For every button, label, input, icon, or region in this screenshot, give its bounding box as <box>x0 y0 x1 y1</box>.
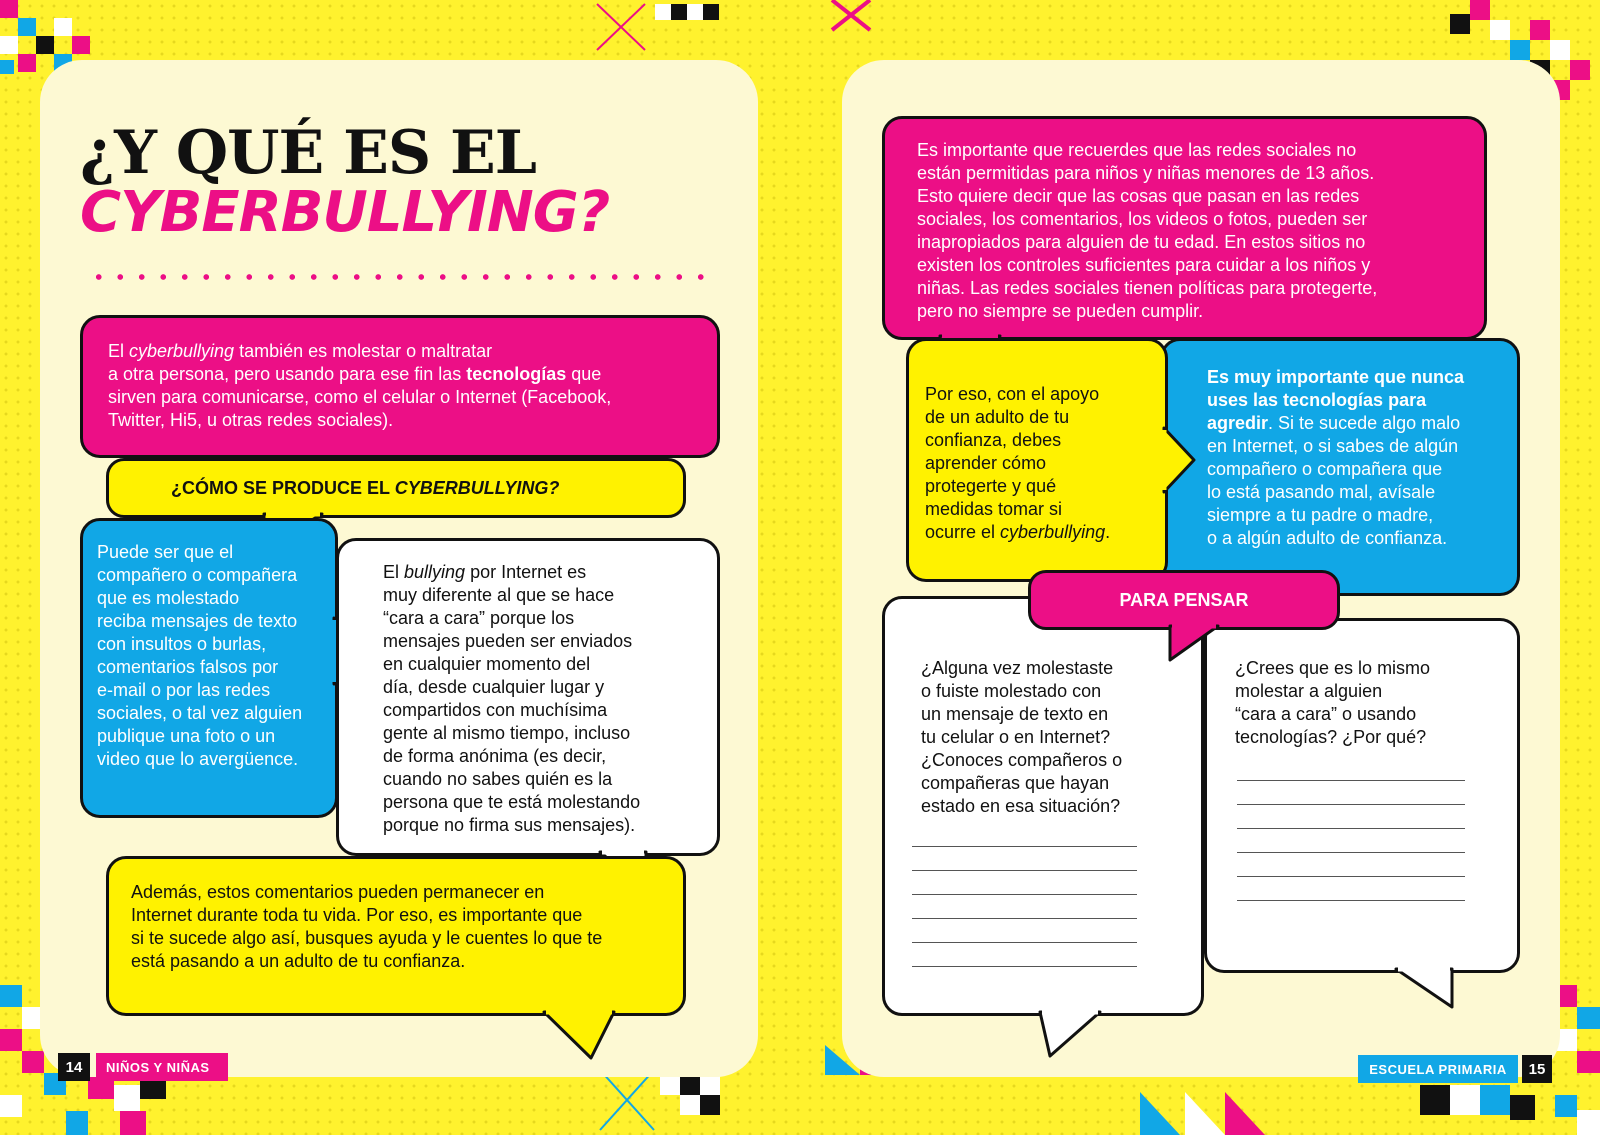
think-label: PARA PENSAR <box>1119 589 1249 610</box>
cross-icon <box>598 1068 658 1135</box>
page-number-left: 14 <box>58 1053 90 1081</box>
bullying-text: El bullying por Internet es muy diferente al que se hace “cara a cara” porque los mensajes pueden ser enviados en cualquier momento del día, desde cualquier lugar y compartidos con muchísima gente al mismo tiempo, incluso de forma anónima (es decir, cuando no sabes quién es la persona que te está molestando porque no firma sus mensajes). <box>383 562 641 835</box>
definition-bubble <box>80 315 720 458</box>
cross-icon <box>830 0 890 34</box>
pixel-strip-bottom <box>660 1075 740 1135</box>
networks-bubble <box>882 116 1487 340</box>
answer-line[interactable] <box>1237 804 1465 805</box>
bullying-bubble <box>336 538 720 856</box>
page-number-right: 15 <box>1522 1055 1552 1083</box>
dotted-divider <box>88 272 713 282</box>
question1-bubble <box>882 596 1204 1016</box>
support-tail <box>1164 428 1204 498</box>
important-text: Es muy importante que nunca uses las tecnologías para agredir. Si te sucede algo malo en Internet, o si sabes de algún compañero o compañera que lo está pasando mal, avísale siempre a tu padre o madre, o a algún adulto de confianza. <box>1207 367 1465 548</box>
title-line-1: ¿Y QUÉ ES EL <box>80 118 536 188</box>
subheading-text: ¿CÓMO SE PRODUCE EL CYBERBULLYING? <box>171 477 560 498</box>
think-label-bubble <box>1028 570 1340 630</box>
definition-text: El cyberbullying también es molestar o maltratar a otra persona, pero usando para ese fin las tecnologías que sirven para comunicarse, como el celular o Internet (Facebook, Twitter, Hi5, u otras redes sociales). <box>108 341 612 430</box>
important-bubble <box>1160 338 1520 596</box>
question2-tail <box>1396 969 1466 1019</box>
networks-text: Es importante que recuerdes que las redes sociales no están permitidas para niños y niñas menores de 13 años. Esto quiere decir que las cosas que pasan en las redes sociales, los comentarios, los videos o fotos, pueden ser inapropiados para alguien de tu edad. En estos sitios no existen los controles suficientes para cuidar a los niños y niñas. Las redes sociales tienen políticas para protegerte, pero no siempre se pueden cumplir. <box>917 140 1378 321</box>
question1-text: ¿Alguna vez molestaste o fuiste molestado con un mensaje de texto en tu celular o en Internet? ¿Conoces compañeros o compañeras que hayan estado en esa situación? <box>921 658 1123 816</box>
answer-line[interactable] <box>912 942 1137 943</box>
permanence-text: Además, estos comentarios pueden permanecer en Internet durante toda tu vida. Por eso, es importante que si te sucede algo así, busques ayuda y le cuentes lo que te está pasando a un adulto de tu confianza. <box>131 882 603 971</box>
messages-bubble <box>80 518 338 818</box>
question2-bubble <box>1204 618 1520 973</box>
think-label-tail <box>1170 626 1230 666</box>
footer-label-left: NIÑOS Y NIÑAS <box>96 1053 228 1081</box>
cross-icon <box>595 2 655 52</box>
answer-line[interactable] <box>912 894 1137 895</box>
title-line-2: CYBERBULLYING? <box>80 180 610 245</box>
answer-line[interactable] <box>1237 828 1465 829</box>
answer-line[interactable] <box>912 918 1137 919</box>
support-bubble <box>906 338 1168 582</box>
answer-line[interactable] <box>912 966 1137 967</box>
answer-line[interactable] <box>1237 780 1465 781</box>
support-text: Por eso, con el apoyo de un adulto de tu confianza, debes aprender cómo protegerte y qué medidas tomar si ocurre el cyberbullying. <box>925 384 1111 542</box>
question1-tail <box>1040 1012 1110 1062</box>
permanence-bubble <box>106 856 686 1016</box>
pixel-strip-top <box>655 0 735 26</box>
footer-label-right: ESCUELA PRIMARIA <box>1358 1055 1518 1083</box>
messages-text: Puede ser que el compañero o compañera que es molestado reciba mensajes de texto con insultos o burlas, comentarios falsos por e-mail o por las redes sociales, o tal vez alguien publique una foto o un video que lo avergüence. <box>97 542 303 769</box>
question2-text: ¿Crees que es lo mismo molestar a alguien “cara a cara” o usando tecnologías? ¿Por qué? <box>1235 658 1431 747</box>
answer-line[interactable] <box>912 870 1137 871</box>
triangle-pattern-bottom <box>1140 1092 1270 1135</box>
answer-line[interactable] <box>1237 900 1465 901</box>
answer-line[interactable] <box>1237 876 1465 877</box>
answer-line[interactable] <box>912 846 1137 847</box>
answer-line[interactable] <box>1237 852 1465 853</box>
permanence-tail <box>544 1012 624 1062</box>
subheading-bar <box>106 458 686 518</box>
